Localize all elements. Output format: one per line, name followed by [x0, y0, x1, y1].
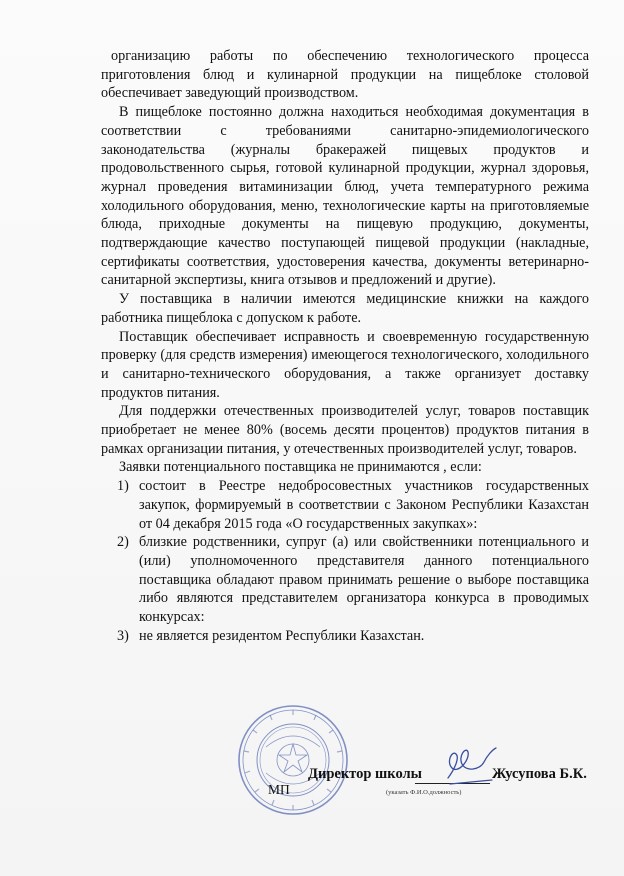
paragraph-4: Поставщик обеспечивает исправность и своевременную государственную проверку (для средств измерения) имеющегося технологического, холодильного и санитарно-технического оборудования, а также организует доставку продуктов питания. [101, 328, 589, 401]
paragraph-6: Заявки потенциального поставщика не принимаются , если: [119, 459, 482, 476]
list-item [101, 533, 589, 627]
list-item-number: 2) [117, 534, 129, 551]
paragraph-2: В пищеблоке постоянно должна находиться необходимая документация в соответствии с требованиями санитарно-эпидемиологического законодательства (журналы бракеражей пищевых продуктов и продовольственного сырья, готовой кулинарной продукции, журнал здоровья, журнал проведения витаминизации блюд, учета температурного режима холодильного оборудования, меню, технологические карты на приготовляемые блюда, приходные документы на пищевую продукцию, документы, подтверждающие качество поступающей пищевой продукции (накладные, сертификаты соответствия, удостоверения качества, документы ветеринарно-санитарной экспертизы, книга отзывов и предложений и другие). [101, 104, 589, 289]
handwritten-signature-icon [440, 740, 500, 790]
list-item [101, 477, 589, 533]
paragraph-1: организацию работы по обеспечению технологического процесса приготовления блюд и кулинарной продукции на пищеблоке столовой обеспечивает заведующий производством. [101, 48, 589, 102]
paragraph-5: Для поддержки отечественных производителей услуг, товаров поставщик приобретает не менее 80% (восемь десяти процентов) продуктов питания в рамках организации питания, у отечественных производителей услуг, товаров. [101, 403, 589, 457]
list-item-text: не является резидентом Республики Казахстан. [139, 627, 425, 644]
list-item [101, 627, 589, 646]
list-item-number: 3) [117, 627, 129, 644]
director-label: Директор школы [308, 766, 422, 782]
document-body [101, 47, 589, 646]
official-seal-icon [236, 703, 350, 817]
list-item-text: состоит в Реестре недобросовестных участников государственных закупок, формируемый в соответствии с Законом Республики Казахстан от 04 декабря 2015 года «О государственных закупках»: [139, 478, 589, 532]
paragraph-3: У поставщика в наличии имеются медицинские книжки на каждого работника пищеблока с допуском к работе. [101, 291, 589, 326]
list-item-number: 1) [117, 478, 129, 495]
seal-place-label: МП [268, 782, 290, 797]
director-name: Жусупова Б.К. [492, 766, 587, 782]
signature-hint: (указать Ф.И.О.должность) [386, 789, 462, 796]
exclusion-list [101, 477, 589, 645]
list-item-text: близкие родственники, супруг (а) или свойственники потенциального и (или) уполномоченного представителя данного потенциального поставщика обладают правом принимать решение о выборе поставщика либо являются представителем организатора конкурса в проводимых конкурсах: [139, 534, 589, 626]
